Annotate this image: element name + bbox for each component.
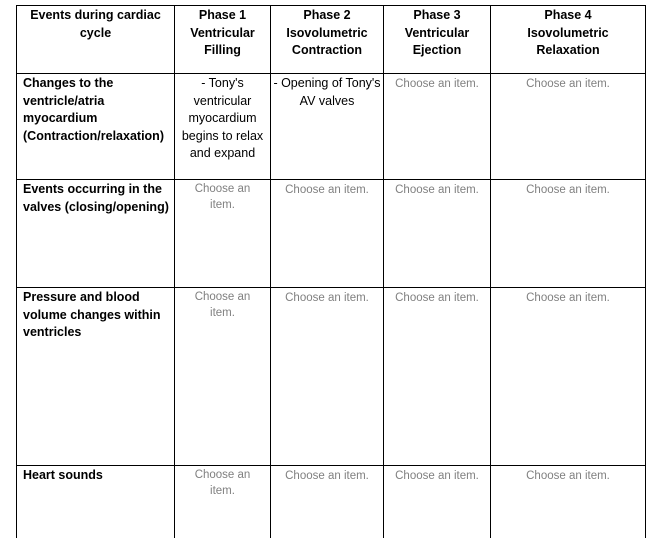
row-label-pressure-volume: Pressure and blood volume changes within ventricles bbox=[17, 288, 175, 466]
phase-1-name-line2: Filling bbox=[204, 43, 241, 57]
choose-item-dropdown[interactable]: Choose an item. bbox=[285, 184, 369, 196]
phase-4-name-line2: Relaxation bbox=[536, 43, 600, 57]
corner-header: Events during cardiac cycle bbox=[17, 6, 175, 74]
header-row bbox=[17, 6, 646, 74]
phase-1-name-line1: Ventricular bbox=[190, 25, 255, 40]
phase-2-header bbox=[271, 6, 384, 74]
cell-text: - Tony's ventricular myocardium begins to relax and expand bbox=[181, 76, 264, 160]
phase-4-header bbox=[491, 6, 646, 74]
cell-pressure-phase-3[interactable] bbox=[384, 288, 491, 466]
table-row bbox=[17, 180, 646, 288]
cell-valves-phase-1[interactable] bbox=[175, 180, 271, 288]
phase-3-name-line1: Ventricular bbox=[404, 25, 470, 40]
cell-valves-phase-4[interactable] bbox=[491, 180, 646, 288]
cell-myocardium-phase-1[interactable] bbox=[175, 74, 271, 180]
table-row bbox=[17, 466, 646, 538]
choose-item-dropdown[interactable]: Choose an item. bbox=[285, 292, 369, 304]
cell-text: - Opening of Tony's AV valves bbox=[273, 76, 381, 108]
cell-valves-phase-2[interactable] bbox=[271, 180, 384, 288]
phase-3-header bbox=[384, 6, 491, 74]
choose-item-dropdown[interactable]: Choose an item. bbox=[395, 292, 479, 304]
phase-4-number: Phase 4 bbox=[544, 8, 592, 22]
cell-sounds-phase-2[interactable] bbox=[271, 466, 384, 538]
choose-item-dropdown[interactable]: Choose an item. bbox=[285, 470, 369, 482]
choose-item-dropdown[interactable]: Choose an item. bbox=[526, 184, 610, 196]
table-row bbox=[17, 288, 646, 466]
choose-item-dropdown[interactable]: Choose an item. bbox=[395, 78, 479, 90]
phase-2-name-line1: Isovolumetric bbox=[286, 25, 368, 40]
cell-myocardium-phase-4[interactable] bbox=[491, 74, 646, 180]
row-label-myocardium: Changes to the ventricle/atria myocardium (Contraction/relaxation) bbox=[17, 74, 175, 180]
row-label-heart-sounds: Heart sounds bbox=[17, 466, 175, 538]
choose-item-dropdown[interactable]: Choose an item. bbox=[194, 469, 251, 497]
cell-sounds-phase-1[interactable] bbox=[175, 466, 271, 538]
cell-myocardium-phase-3[interactable] bbox=[384, 74, 491, 180]
phase-3-number: Phase 3 bbox=[413, 8, 461, 22]
choose-item-dropdown[interactable]: Choose an item. bbox=[526, 292, 610, 304]
phase-1-number: Phase 1 bbox=[198, 8, 247, 22]
choose-item-dropdown[interactable]: Choose an item. bbox=[194, 291, 251, 319]
phase-2-name-line2: Contraction bbox=[291, 43, 363, 57]
row-label-valves: Events occurring in the valves (closing/opening) bbox=[17, 180, 175, 288]
phase-3-name-line2: Ejection bbox=[412, 43, 462, 57]
phase-4-name-line1: Isovolumetric bbox=[527, 25, 609, 40]
table-row bbox=[17, 74, 646, 180]
cell-sounds-phase-4[interactable] bbox=[491, 466, 646, 538]
choose-item-dropdown[interactable]: Choose an item. bbox=[526, 78, 610, 90]
cell-valves-phase-3[interactable] bbox=[384, 180, 491, 288]
cell-pressure-phase-1[interactable] bbox=[175, 288, 271, 466]
cell-myocardium-phase-2[interactable] bbox=[271, 74, 384, 180]
choose-item-dropdown[interactable]: Choose an item. bbox=[395, 184, 479, 196]
cell-pressure-phase-2[interactable] bbox=[271, 288, 384, 466]
cell-pressure-phase-4[interactable] bbox=[491, 288, 646, 466]
phase-1-header bbox=[175, 6, 271, 74]
choose-item-dropdown[interactable]: Choose an item. bbox=[194, 183, 251, 211]
choose-item-dropdown[interactable]: Choose an item. bbox=[395, 470, 479, 482]
cell-sounds-phase-3[interactable] bbox=[384, 466, 491, 538]
choose-item-dropdown[interactable]: Choose an item. bbox=[526, 470, 610, 482]
phase-2-number: Phase 2 bbox=[303, 8, 351, 22]
cardiac-cycle-table bbox=[16, 5, 646, 538]
